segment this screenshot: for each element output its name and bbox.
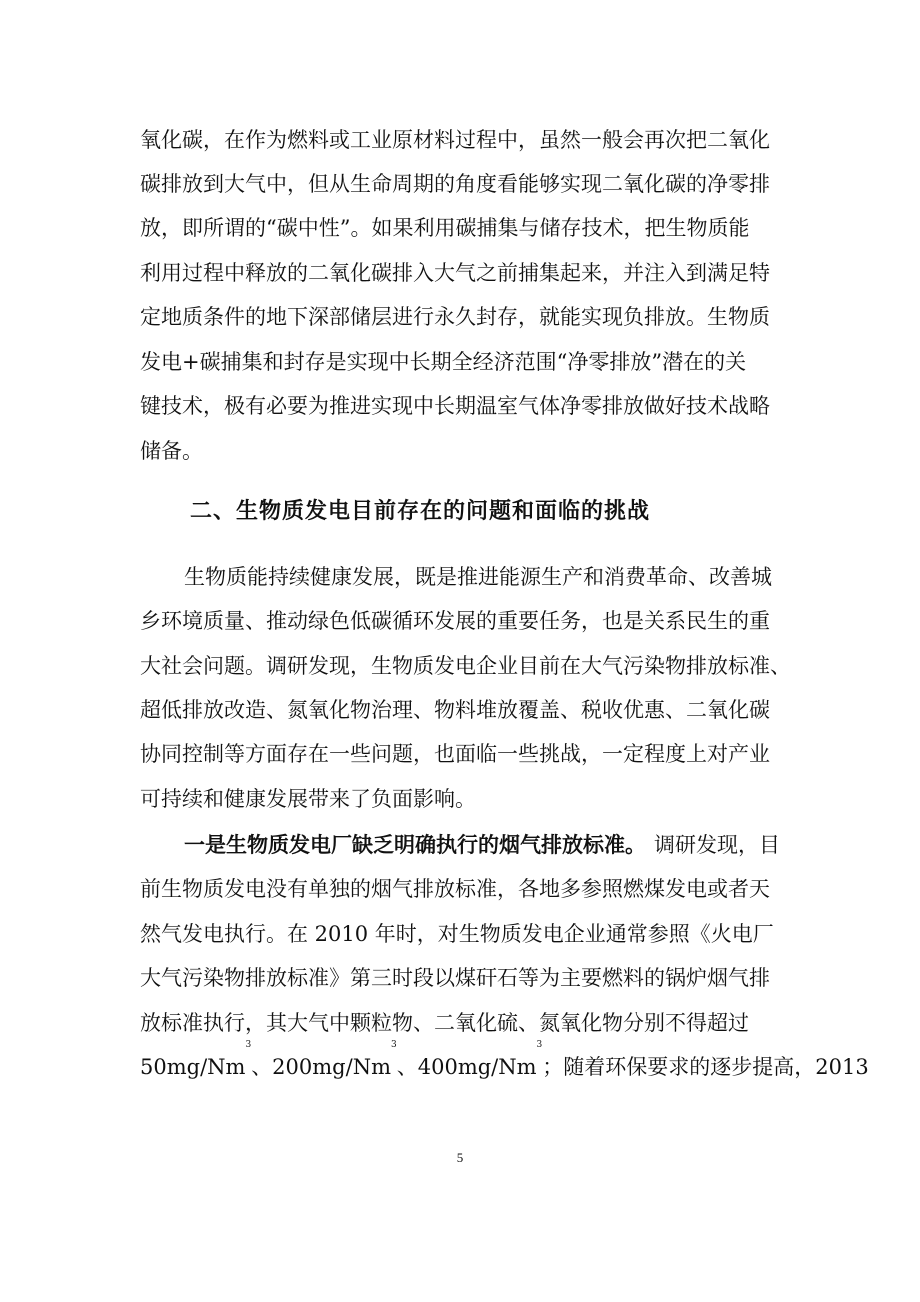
paragraph2-line: 协同控制等方面存在一些问题，也面临一些挑战，一定程度上对产业: [140, 742, 770, 766]
superscript-3: 3: [391, 1040, 397, 1050]
paragraph3-line: 大气污染物排放标准》第三时段以煤矸石等为主要燃料的锅炉烟气排: [140, 966, 770, 990]
paragraph2-line: 大社会问题。调研发现，生物质发电企业目前在大气污染物排放标准、: [140, 654, 791, 678]
paragraph3-line: 前生物质发电没有单独的烟气排放标准，各地多参照燃煤发电或者天: [140, 877, 770, 901]
paragraph3-lead-rest: 调研发现，目: [654, 833, 780, 857]
section-heading: 二、生物质发电目前存在的问题和面临的挑战: [190, 499, 651, 524]
paragraph1-line: 氧化碳，在作为燃料或工业原材料过程中，虽然一般会再次把二氧化: [140, 128, 770, 152]
paragraph1-line: 键技术，极有必要为推进实现中长期温室气体净零排放做好技术战略: [140, 394, 770, 418]
paragraph2-line: 生物质能持续健康发展，既是推进能源生产和消费革命、改善城: [184, 565, 772, 589]
paragraph1-line: 利用过程中释放的二氧化碳排入大气之前捕集起来，并注入到满足特: [140, 261, 770, 285]
superscript-3: 3: [245, 1040, 252, 1050]
paragraph3-last-line: [140, 1040, 869, 1089]
paragraph1-line: 碳排放到大气中，但从生命周期的角度看能够实现二氧化碳的净零排: [140, 172, 770, 196]
paragraph1-line: 定地质条件的地下深部储层进行永久封存，就能实现负排放。生物质: [140, 305, 770, 329]
paragraph2-line: 可持续和健康发展带来了负面影响。: [140, 787, 476, 811]
paragraph3-line: 然气发电执行。在 2010 年时，对生物质发电企业通常参照《火电厂: [140, 922, 774, 946]
paragraph1-line: 储备。: [140, 439, 203, 463]
paragraph3-line: 放标准执行，其大气中颗粒物、二氧化硫、氮氧化物分别不得超过: [140, 1011, 749, 1035]
paragraph2-line: 超低排放改造、氮氧化物治理、物料堆放覆盖、税收优惠、二氧化碳: [140, 698, 770, 722]
paragraph1-line: 放，即所谓的“碳中性”。如果利用碳捕集与储存技术，把生物质能: [140, 216, 750, 240]
emission-limit-so2: 、200mg/Nm: [251, 1055, 391, 1079]
paragraph2-line: 乡环境质量、推动绿色低碳循环发展的重要任务，也是关系民生的重: [140, 609, 770, 633]
page-number: 5: [456, 1150, 464, 1165]
paragraph3-bold-lead: 一是生物质发电厂缺乏明确执行的烟气排放标准。: [184, 833, 646, 857]
emission-limit-nox: 、400mg/Nm: [396, 1055, 537, 1079]
emission-limit-particulate: 50mg/Nm: [140, 1055, 246, 1079]
line-tail-text: ；随着环保要求的逐步提高，2013: [542, 1055, 869, 1079]
paragraph1-line: 发电+碳捕集和封存是实现中长期全经济范围“净零排放”潜在的关: [140, 350, 747, 374]
paragraph3-first-line: [184, 823, 780, 867]
superscript-3: 3: [536, 1040, 543, 1050]
